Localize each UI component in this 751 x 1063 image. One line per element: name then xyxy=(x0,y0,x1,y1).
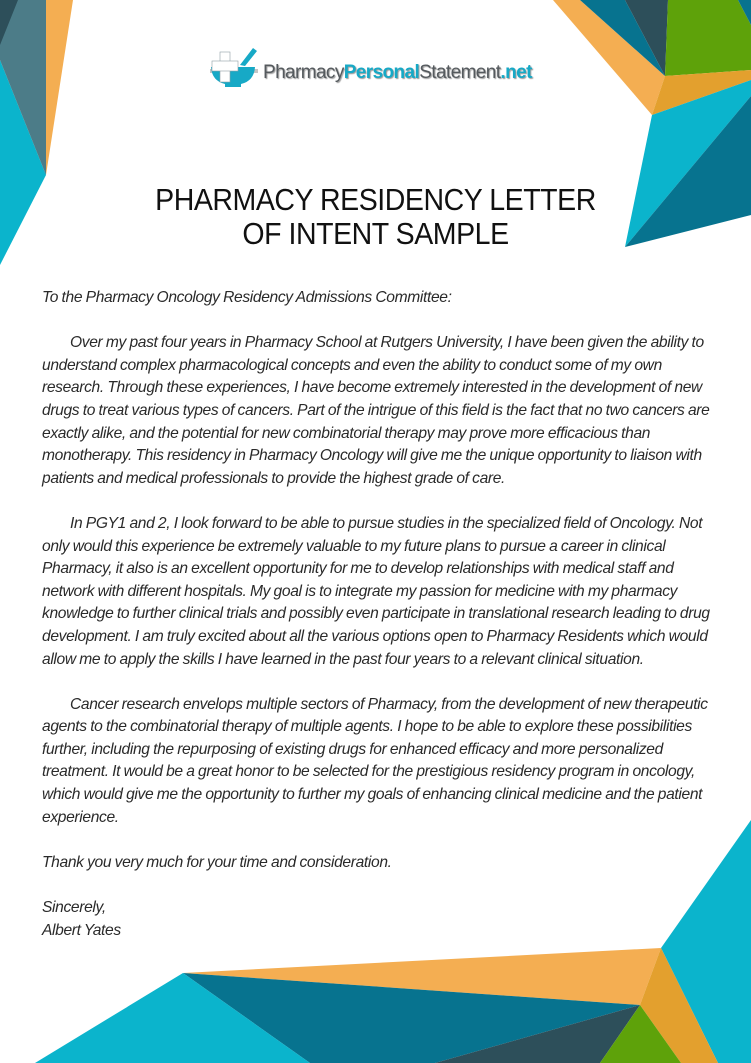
logo-word-net: .net xyxy=(500,62,532,83)
paragraph-3: Cancer research envelops multiple sectors of Pharmacy, from the development of new therapeutic agents to the combinatorial therapy of multiple agents. I hope to be able to explore these possibilities further, including the repurposing of existing drugs for enhanced efficacy and more personalized treatment. It would be a great honor to be selected for the prestigious residency program in oncology, which would give me the opportunity to further my goals of enhancing clinical medicine and the patient experience. xyxy=(42,695,708,826)
salutation: To the Pharmacy Oncology Residency Admissions Committee: xyxy=(42,289,452,306)
paragraph-1: Over my past four years in Pharmacy School at Rutgers University, I have been given the ability to understand complex pharmacological concepts and even the ability to conduct some of my own research. Through these experiences, I have become extremely interested in the development of new drugs to treat various types of cancers. Part of the intrigue of this field is the fact that no two cancers are exactly alike, and the potential for new combinatorial therapy may prove more efficacious than monotherapy. This residency in Pharmacy Oncology will give me the unique opportunity to liaison with patients and medical professionals to provide the highest grade of care. xyxy=(42,334,710,487)
closing: Sincerely, xyxy=(42,899,106,917)
logo-wordmark xyxy=(263,62,532,84)
logo-word-pharmacy: Pharmacy xyxy=(263,62,344,83)
letter-body xyxy=(42,287,714,942)
page-title xyxy=(30,183,721,251)
title-line-2: OF INTENT SAMPLE xyxy=(242,216,509,251)
paragraph-2: In PGY1 and 2, I look forward to be able to pursue studies in the specialized field of Oncology. Not only would this experience be extremely valuable to my future plans to pursue a career in clinical Pharmacy, it also is an excellent opportunity for me to develop relationships with medical staff and network with different hospitals. My goal is to integrate my passion for medicine with my pharmacy knowledge to further clinical trials and possibly even participate in translational research leading to drug development. I am truly excited about all the various options open to Pharmacy Residents which would allow me to apply the skills I have learned in the past four years to a relevant clinical situation. xyxy=(42,514,710,668)
polygon-top-left-orange xyxy=(46,0,73,175)
mortar-pestle-cross-icon xyxy=(207,44,261,92)
polygon-top-right-green xyxy=(665,0,751,76)
logo-word-statement: Statement xyxy=(419,62,501,83)
title-line-1: PHARMACY RESIDENCY LETTER xyxy=(155,182,596,217)
thanks-line: Thank you very much for your time and consideration. xyxy=(42,853,392,871)
site-logo xyxy=(207,44,532,92)
logo-word-personal: Personal xyxy=(343,62,420,83)
signature: Albert Yates xyxy=(42,921,121,939)
